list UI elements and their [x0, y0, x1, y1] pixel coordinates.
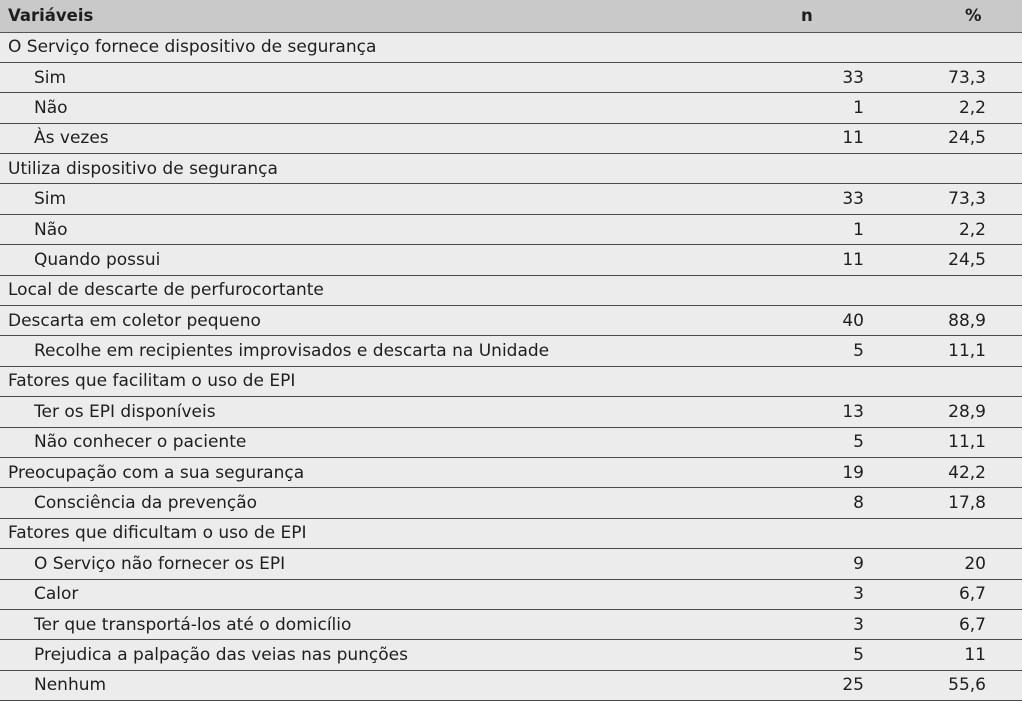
- row-percent: 11,1: [930, 336, 1022, 366]
- row-percent: 2,2: [930, 93, 1022, 123]
- header-variables: Variáveis: [0, 0, 792, 32]
- table-row: [0, 488, 1022, 518]
- row-percent: [930, 275, 1022, 305]
- table-body: [0, 32, 1022, 701]
- table-row: [0, 245, 1022, 275]
- section-row: [0, 154, 1022, 184]
- table-header: [0, 0, 1022, 32]
- row-label: Local de descarte de perfurocortante: [0, 275, 792, 305]
- row-n: 5: [792, 640, 930, 670]
- row-label: Descarta em coletor pequeno: [0, 306, 792, 336]
- row-label: Sim: [0, 184, 792, 214]
- row-n: 9: [792, 549, 930, 579]
- row-n: [792, 366, 930, 396]
- table-row: [0, 640, 1022, 670]
- header-n: n: [792, 0, 930, 32]
- row-n: 33: [792, 184, 930, 214]
- row-n: 19: [792, 457, 930, 487]
- table-row: [0, 457, 1022, 487]
- row-n: 5: [792, 427, 930, 457]
- table-row: [0, 579, 1022, 609]
- row-percent: 11: [930, 640, 1022, 670]
- row-n: 11: [792, 123, 930, 153]
- table-row: [0, 549, 1022, 579]
- table-row: [0, 670, 1022, 700]
- table-row: [0, 427, 1022, 457]
- row-label: Preocupação com a sua segurança: [0, 457, 792, 487]
- table-row: [0, 609, 1022, 639]
- table-row: [0, 336, 1022, 366]
- row-label: O Serviço não fornecer os EPI: [0, 549, 792, 579]
- table-row: [0, 62, 1022, 92]
- row-label: Sim: [0, 62, 792, 92]
- row-n: 11: [792, 245, 930, 275]
- row-label: Recolhe em recipientes improvisados e descarta na Unidade: [0, 336, 792, 366]
- row-label: Não conhecer o paciente: [0, 427, 792, 457]
- row-label: O Serviço fornece dispositivo de segurança: [0, 32, 792, 62]
- section-row: [0, 518, 1022, 548]
- row-label: Ter os EPI disponíveis: [0, 397, 792, 427]
- section-row: [0, 32, 1022, 62]
- row-n: 25: [792, 670, 930, 700]
- row-percent: 24,5: [930, 123, 1022, 153]
- row-percent: 11,1: [930, 427, 1022, 457]
- row-label: Ter que transportá-los até o domicílio: [0, 609, 792, 639]
- row-percent: 2,2: [930, 214, 1022, 244]
- header-row: [0, 0, 1022, 32]
- row-percent: 6,7: [930, 579, 1022, 609]
- row-percent: 6,7: [930, 609, 1022, 639]
- row-label: Não: [0, 214, 792, 244]
- row-percent: 73,3: [930, 62, 1022, 92]
- row-percent: [930, 32, 1022, 62]
- row-percent: 42,2: [930, 457, 1022, 487]
- row-percent: 55,6: [930, 670, 1022, 700]
- row-n: [792, 518, 930, 548]
- row-n: 8: [792, 488, 930, 518]
- table-row: [0, 214, 1022, 244]
- row-n: 40: [792, 306, 930, 336]
- row-label: Nenhum: [0, 670, 792, 700]
- row-label: Não: [0, 93, 792, 123]
- row-label: Fatores que facilitam o uso de EPI: [0, 366, 792, 396]
- row-n: 3: [792, 579, 930, 609]
- table-row: [0, 397, 1022, 427]
- header-percent: %: [930, 0, 1022, 32]
- row-n: 5: [792, 336, 930, 366]
- row-n: 1: [792, 93, 930, 123]
- row-n: 1: [792, 214, 930, 244]
- row-label: Utiliza dispositivo de segurança: [0, 154, 792, 184]
- row-percent: 88,9: [930, 306, 1022, 336]
- row-percent: 28,9: [930, 397, 1022, 427]
- row-label: Às vezes: [0, 123, 792, 153]
- row-n: 13: [792, 397, 930, 427]
- row-n: [792, 32, 930, 62]
- row-label: Consciência da prevenção: [0, 488, 792, 518]
- row-percent: 24,5: [930, 245, 1022, 275]
- row-n: [792, 275, 930, 305]
- row-percent: 20: [930, 549, 1022, 579]
- table-row: [0, 123, 1022, 153]
- row-percent: [930, 518, 1022, 548]
- row-n: [792, 154, 930, 184]
- row-label: Quando possui: [0, 245, 792, 275]
- row-percent: 17,8: [930, 488, 1022, 518]
- row-label: Prejudica a palpação das veias nas punções: [0, 640, 792, 670]
- row-label: Calor: [0, 579, 792, 609]
- row-label: Fatores que dificultam o uso de EPI: [0, 518, 792, 548]
- table-row: [0, 184, 1022, 214]
- row-n: 33: [792, 62, 930, 92]
- row-percent: [930, 366, 1022, 396]
- section-row: [0, 275, 1022, 305]
- row-percent: 73,3: [930, 184, 1022, 214]
- table-row: [0, 306, 1022, 336]
- section-row: [0, 366, 1022, 396]
- row-n: 3: [792, 609, 930, 639]
- table-row: [0, 93, 1022, 123]
- row-percent: [930, 154, 1022, 184]
